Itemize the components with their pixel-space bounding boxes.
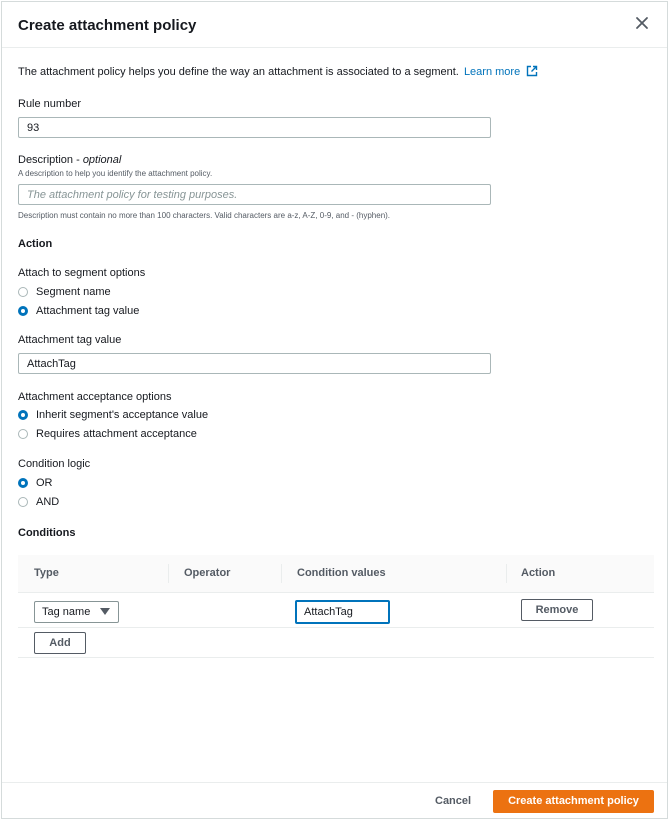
radio-button-selected[interactable]	[18, 410, 28, 420]
column-divider	[281, 564, 282, 583]
row-divider	[18, 627, 654, 628]
radio-label: Requires attachment acceptance	[36, 428, 197, 440]
description-input[interactable]	[18, 184, 491, 205]
radio-label: AND	[36, 496, 60, 508]
radio-button[interactable]	[18, 287, 28, 297]
column-header-action: Action	[521, 567, 556, 579]
create-attachment-policy-dialog	[1, 1, 668, 819]
conditions-heading: Conditions	[18, 527, 76, 539]
intro-text: The attachment policy helps you define the way an attachment is associated to a segment.	[18, 66, 459, 78]
condition-value-input[interactable]	[295, 600, 390, 624]
description-label-dash: -	[73, 154, 83, 166]
optional-tag: optional	[82, 154, 122, 166]
type-select[interactable]	[34, 601, 119, 623]
create-attachment-policy-button[interactable]: Create attachment policy	[493, 790, 654, 813]
radio-button-selected[interactable]	[18, 478, 28, 488]
dialog-footer	[2, 782, 667, 820]
column-divider	[506, 564, 507, 583]
caret-down-icon	[100, 608, 110, 615]
radio-label: Inherit segment's acceptance value	[36, 409, 209, 421]
radio-logic-and[interactable]	[18, 495, 59, 509]
description-label-text: Description	[18, 154, 74, 166]
dialog-intro	[18, 65, 538, 78]
table-bottom-divider	[18, 657, 654, 658]
column-divider	[168, 564, 169, 583]
description-hint: A description to help you identify the attachment policy.	[18, 169, 213, 178]
acceptance-options-label: Attachment acceptance options	[18, 391, 172, 403]
cancel-button[interactable]: Cancel	[435, 795, 472, 807]
dialog-header	[2, 2, 667, 48]
rule-number-label: Rule number	[18, 98, 81, 110]
radio-button[interactable]	[18, 429, 28, 439]
table-header	[18, 555, 654, 593]
column-header-condition-values: Condition values	[297, 567, 386, 579]
radio-label: Segment name	[36, 286, 111, 298]
description-label	[18, 154, 121, 166]
tag-value-input[interactable]	[18, 353, 491, 374]
description-constraint: Description must contain no more than 100 characters. Valid characters are a-z, A-Z, 0-9, and - (hyphen).	[18, 211, 391, 220]
column-header-operator: Operator	[184, 567, 231, 579]
close-icon[interactable]	[633, 14, 651, 32]
external-link-icon[interactable]	[526, 65, 538, 77]
column-header-type: Type	[34, 567, 59, 579]
radio-button[interactable]	[18, 497, 28, 507]
remove-button[interactable]: Remove	[521, 599, 593, 621]
radio-segment-name[interactable]	[18, 285, 111, 299]
condition-logic-label: Condition logic	[18, 458, 91, 470]
segment-options-label: Attach to segment options	[18, 267, 146, 279]
rule-number-input[interactable]	[18, 117, 491, 138]
tag-value-label: Attachment tag value	[18, 334, 122, 346]
conditions-table	[18, 555, 654, 658]
radio-inherit-acceptance[interactable]	[18, 408, 208, 422]
action-heading: Action	[18, 238, 53, 250]
radio-label: OR	[36, 477, 53, 489]
radio-requires-acceptance[interactable]	[18, 427, 197, 441]
radio-attachment-tag-value[interactable]	[18, 304, 139, 318]
add-condition-button[interactable]: Add	[34, 632, 86, 654]
type-select-value: Tag name	[42, 606, 91, 618]
learn-more-link[interactable]: Learn more	[463, 66, 521, 78]
radio-label: Attachment tag value	[36, 305, 140, 317]
radio-button-selected[interactable]	[18, 306, 28, 316]
dialog-title: Create attachment policy	[18, 17, 197, 34]
radio-logic-or[interactable]	[18, 476, 53, 490]
